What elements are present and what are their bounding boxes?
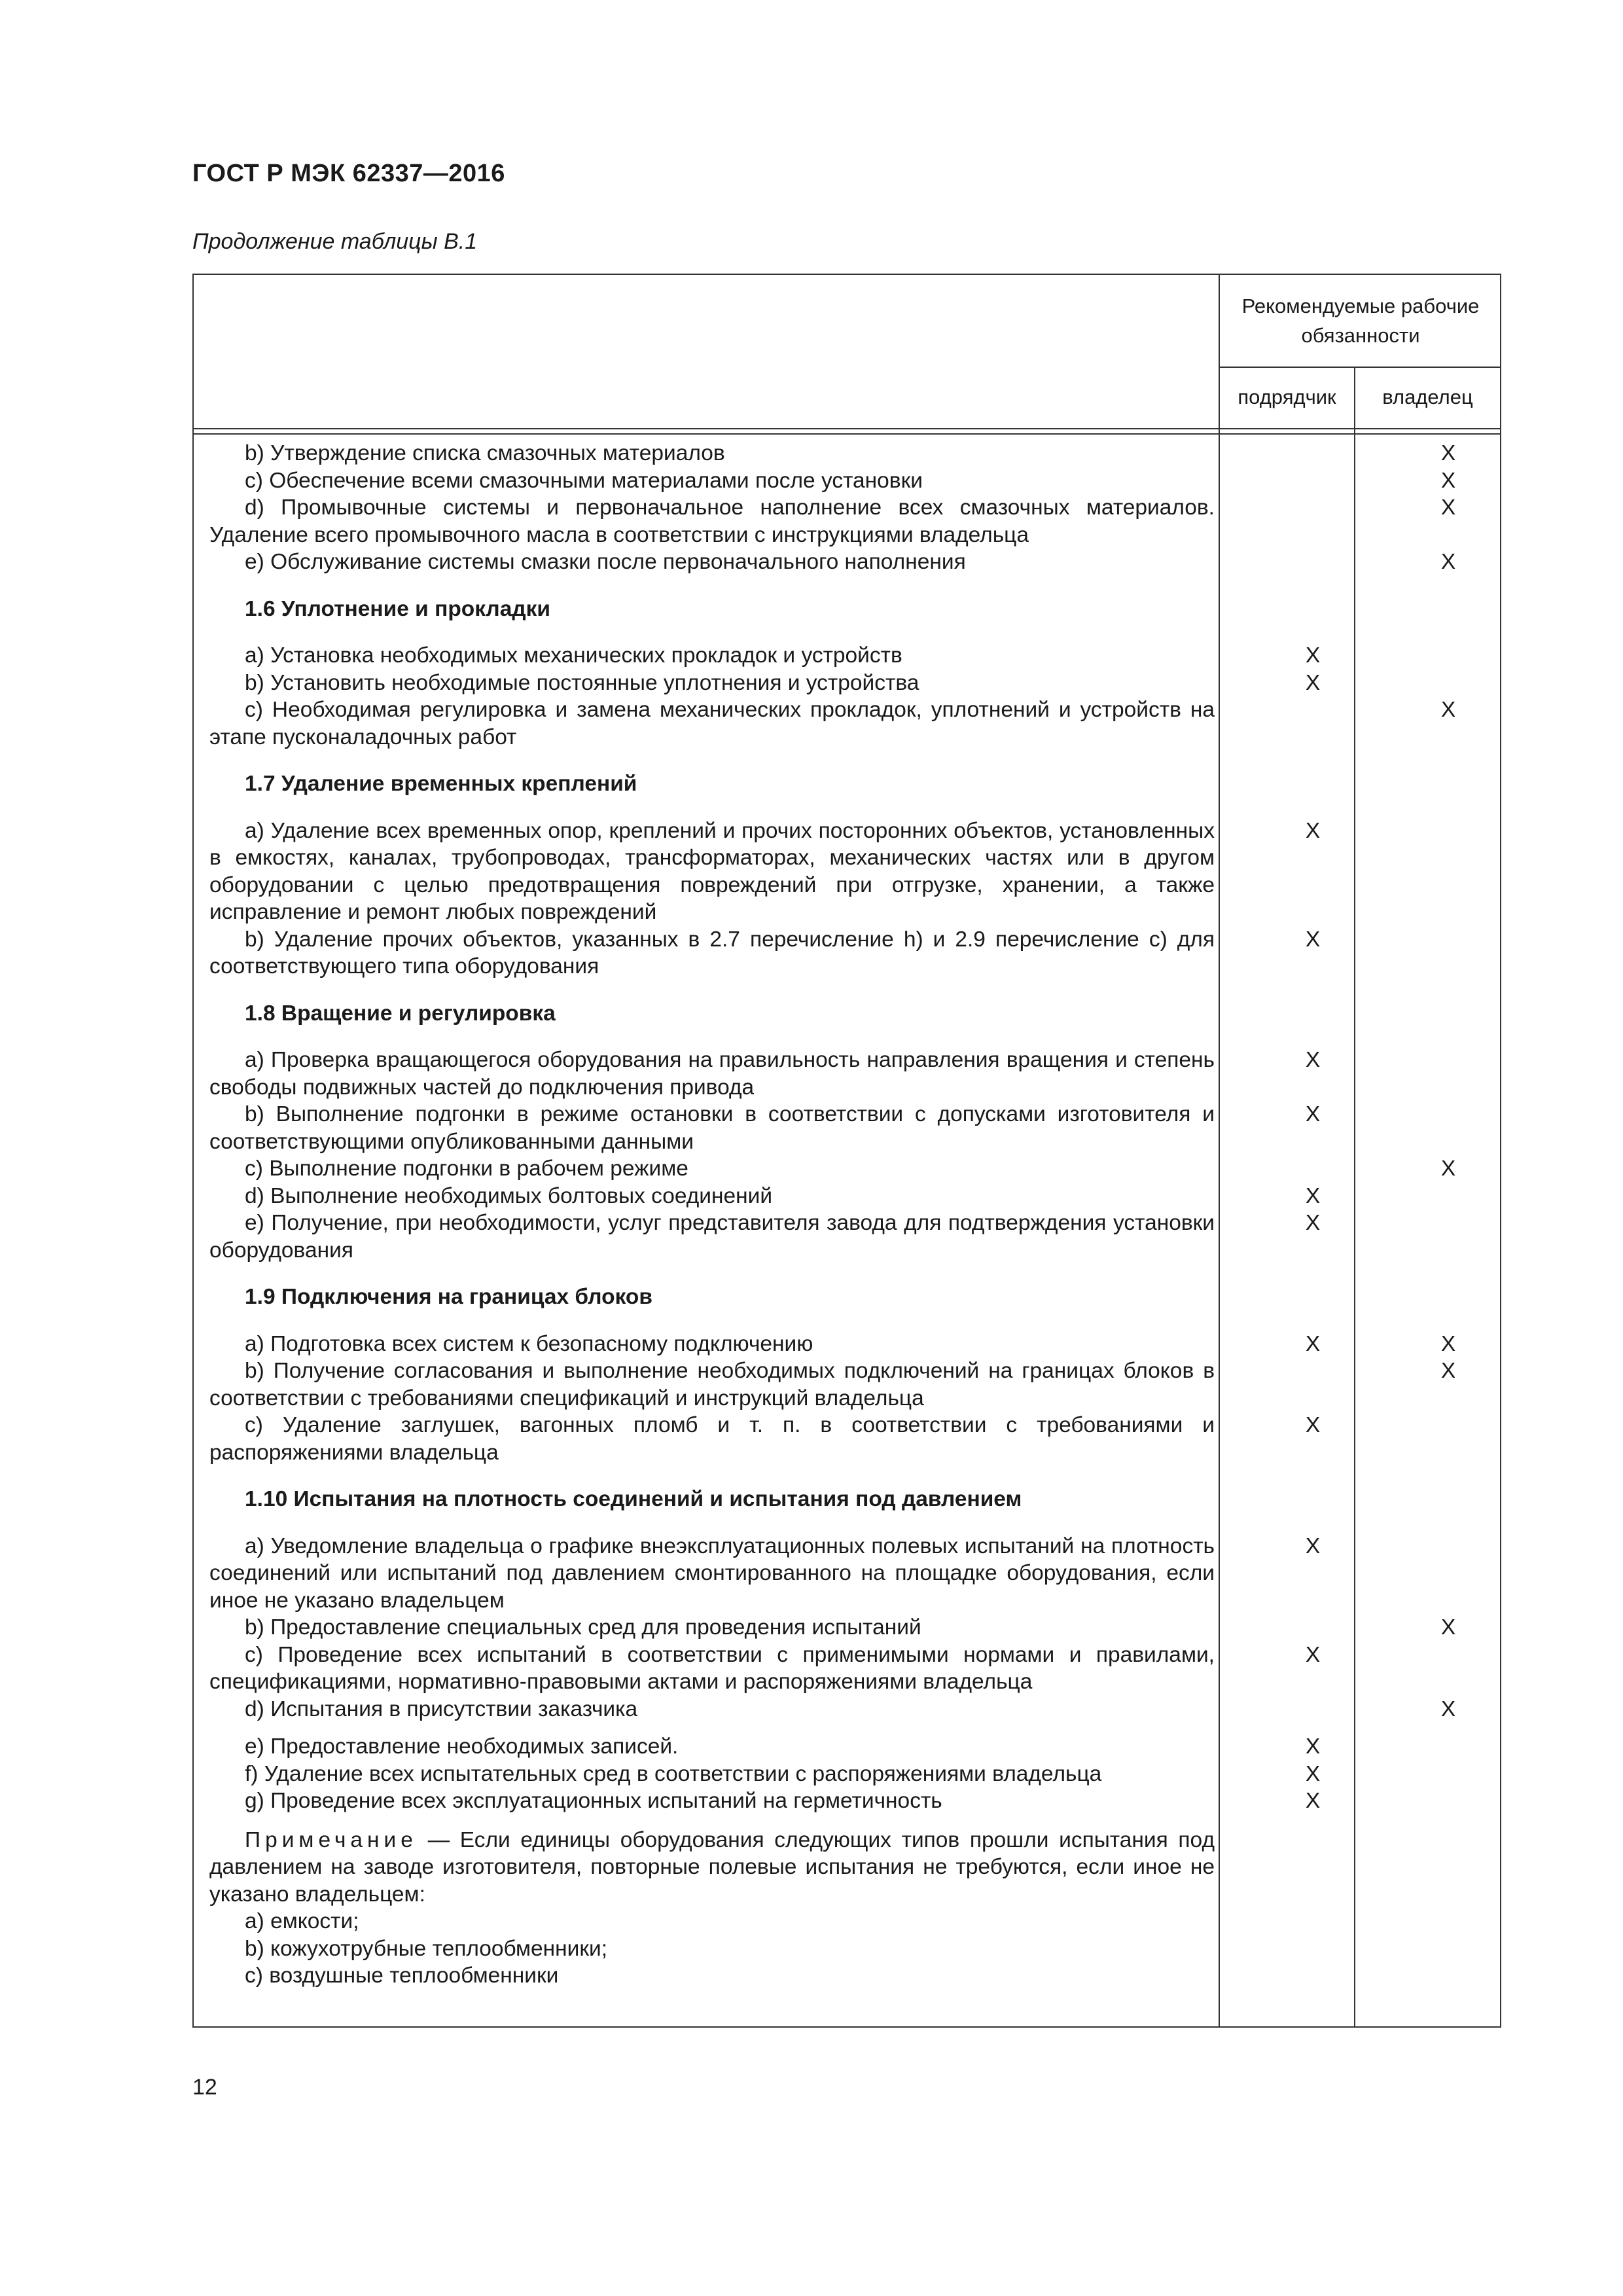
table-row: c) Удаление заглушек, вагонных пломб и т. п. в соответствии с требованиями и распоряжениями владельца X (209, 1412, 1215, 1466)
table-row: a) Удаление всех временных опор, креплений и прочих посторонних объектов, установленных в емкостях, каналах, трубопроводах, трансформаторах, механических частях или в другом оборудовании с целью предотвращения повреждений при отгрузке, хранении, а также исправление и ремонт любых повреждений X (209, 817, 1215, 926)
table-row: c) Выполнение подгонки в рабочем режиме X (209, 1155, 1215, 1183)
owner-mark: X (1440, 441, 1456, 465)
page-number: 12 (192, 2075, 217, 2100)
note-list-item: c) воздушные теплообменники (245, 1964, 559, 1988)
owner-mark: X (1440, 468, 1456, 493)
contractor-mark: X (1305, 818, 1321, 843)
owner-mark: X (1440, 495, 1456, 520)
table-row: b) Предоставление специальных сред для проведения испытаний X (209, 1614, 1215, 1641)
table-row: a) Установка необходимых механических прокладок и устройств X (209, 642, 1215, 670)
contractor-mark: X (1305, 670, 1321, 695)
owner-mark: X (1440, 1359, 1456, 1383)
owner-mark: X (1440, 1331, 1456, 1356)
owner-mark: X (1440, 1615, 1456, 1640)
table-row: d) Выполнение необходимых болтовых соединений X (209, 1183, 1215, 1210)
header-divider-bottom (194, 428, 1500, 429)
note-label: Примечание (245, 1827, 418, 1852)
owner-mark: X (1440, 1157, 1456, 1181)
owner-mark: X (1440, 1696, 1456, 1721)
table-row: e) Получение, при необходимости, услуг представителя завода для подтверждения установки оборудования X (209, 1210, 1215, 1264)
contractor-mark: X (1305, 1789, 1321, 1813)
table-row: c) Необходимая регулировка и замена механических прокладок, уплотнений и устройств на этапе пусконаладочных работ X (209, 696, 1215, 751)
contractor-mark: X (1305, 643, 1321, 668)
table-row: a) Проверка вращающегося оборудования на правильность направления вращения и степень свободы подвижных частей до подключения привода X (209, 1047, 1215, 1101)
header-contractor: подрядчик (1238, 386, 1336, 408)
contractor-mark: X (1305, 1183, 1321, 1208)
owner-mark: X (1440, 698, 1456, 722)
contractor-mark: X (1305, 1211, 1321, 1235)
table-row: c) Проведение всех испытаний в соответствии с применимыми нормами и правилами, спецификациями, нормативно-правовыми актами и распоряжениями владельца X (209, 1641, 1215, 1696)
column-divider-main (1219, 275, 1220, 2026)
table-row: b) Утверждение списка смазочных материалов X (209, 440, 1215, 467)
table-row: g) Проведение всех эксплуатационных испытаний на герметичность X (209, 1787, 1215, 1815)
section-heading: 1.7 Удаление временных креплений (245, 772, 637, 796)
contractor-mark: X (1305, 1102, 1321, 1126)
note-list-item: a) емкости; (245, 1909, 359, 1933)
section-heading: 1.6 Уплотнение и прокладки (245, 596, 550, 621)
contractor-mark: X (1305, 1534, 1321, 1558)
table-row: a) Подготовка всех систем к безопасному подключению X X (209, 1331, 1215, 1358)
table-note (209, 1827, 1215, 1990)
contractor-mark: X (1305, 927, 1321, 952)
header-owner: владелец (1382, 386, 1473, 408)
section-heading: 1.9 Подключения на границах блоков (245, 1285, 652, 1309)
table-row: b) Выполнение подгонки в режиме остановки в соответствии с допусками изготовителя и соответствующими опубликованными данными X (209, 1101, 1215, 1155)
table-row: b) Установить необходимые постоянные уплотнения и устройства X (209, 670, 1215, 697)
table-row: c) Обеспечение всеми смазочными материалами после установки X (209, 467, 1215, 495)
contractor-mark: X (1305, 1048, 1321, 1072)
table-continuation-caption: Продолжение таблицы В.1 (192, 229, 478, 254)
table-row: b) Удаление прочих объектов, указанных в 2.7 перечисление h) и 2.9 перечисление с) для соответствующего типа оборудования X (209, 926, 1215, 980)
table-row: b) Получение согласования и выполнение необходимых подключений на границах блоков в соответствии с требованиями спецификаций и инструкций владельца X (209, 1357, 1215, 1412)
owner-mark: X (1440, 550, 1456, 574)
responsibilities-table (192, 274, 1501, 2028)
header-recommended-duties: Рекомендуемые рабочие обязанности (1241, 295, 1480, 347)
contractor-mark: X (1305, 1413, 1321, 1437)
table-row: e) Обслуживание системы смазки после первоначального наполнения X (209, 548, 1215, 576)
table-row: e) Предоставление необходимых записей. X (209, 1733, 1215, 1761)
table-row: d) Испытания в присутствии заказчика X (209, 1696, 1215, 1723)
table-row: d) Промывочные системы и первоначальное наполнение всех смазочных материалов. Удаление всего промывочного масла в соответствии с инструкциями владельца X (209, 494, 1215, 548)
header-divider-group (1219, 367, 1500, 368)
contractor-mark: X (1305, 1761, 1321, 1786)
contractor-mark: X (1305, 1642, 1321, 1667)
note-text: — Если единицы оборудования следующих типов прошли испытания под давлением на заводе изготовителя, повторные полевые испытания не требуются, если иное не указано владельцем: (209, 1827, 1215, 1907)
contractor-mark: X (1305, 1331, 1321, 1356)
table-row: a) Уведомление владельца о графике внеэксплуатационных полевых испытаний на плотность соединений или испытаний под давлением смонтированного на площадке оборудования, если иное не указано владельцем X (209, 1533, 1215, 1615)
note-list-item: b) кожухотрубные теплообменники; (245, 1936, 608, 1961)
table-body (209, 440, 1456, 1990)
document-code: ГОСТ Р МЭК 62337—2016 (192, 160, 505, 187)
table-row: f) Удаление всех испытательных сред в соответствии с распоряжениями владельца X (209, 1761, 1215, 1788)
section-heading: 1.10 Испытания на плотность соединений и испытания под давлением (245, 1487, 1022, 1511)
contractor-mark: X (1305, 1734, 1321, 1759)
section-heading: 1.8 Вращение и регулировка (245, 1001, 556, 1026)
header-divider-bottom-double (194, 433, 1500, 435)
